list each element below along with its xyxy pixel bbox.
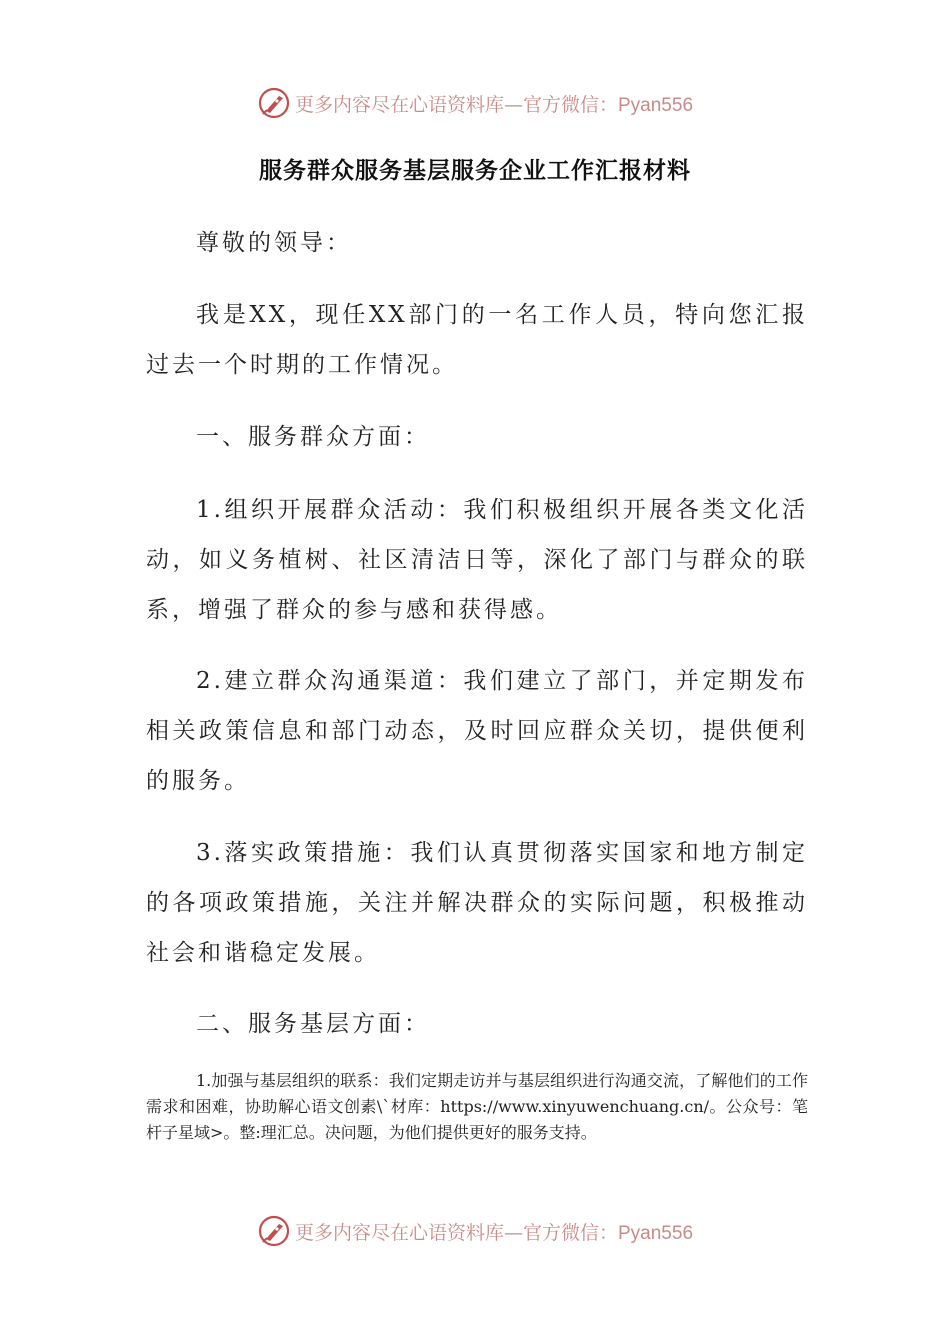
banner-wechat-id: Pyan556 (618, 1222, 694, 1244)
banner-main-text: 更多内容尽在心语资料库 (294, 93, 504, 116)
document-title: 服务群众服务基层服务企业工作汇报材料 (259, 157, 691, 184)
banner-wechat-id: Pyan556 (618, 94, 694, 116)
banner-wechat-label: 官方微信： (522, 93, 618, 116)
section1-item-1: 1.组织开展群众活动：我们积极组织开展各类文化活动，如义务植树、社区清洁日等，深化了部门与群众的联系，增强了群众的参与感和获得感。 (146, 497, 808, 623)
section2-item-1: 1.加强与基层组织的联系：我们定期走访并与基层组织进行沟通交流，了解他们的工作需求和困难，协助解心语文创素\`材库：https://www.xinyuwenchuang.cn/。公众号：笔杆子星域>。整:理汇总。决问题，为他们提供更好的服务支持。 (146, 1071, 808, 1142)
section1-item-2: 2.建立群众沟通渠道：我们建立了部门，并定期发布相关政策信息和部门动态，及时回应群众关切，提供便利的服务。 (146, 668, 808, 794)
banner-separator: — (503, 1221, 523, 1244)
header-banner (0, 83, 950, 123)
banner-main-text: 更多内容尽在心语资料库 (294, 1221, 504, 1244)
salutation: 尊敬的领导： (196, 230, 352, 256)
footer-banner (0, 1211, 950, 1251)
section1-heading: 一、服务群众方面： (196, 424, 430, 450)
pen-nib-logo-icon (257, 86, 291, 120)
intro-paragraph: 我是XX，现任XX部门的一名工作人员，特向您汇报过去一个时期的工作情况。 (146, 302, 808, 378)
pen-nib-logo-icon (257, 1214, 291, 1248)
banner-wechat-label: 官方微信： (522, 1221, 618, 1244)
section2-heading: 二、服务基层方面： (196, 1011, 430, 1037)
section1-item-3: 3.落实政策措施：我们认真贯彻落实国家和地方制定的各项政策措施，关注并解决群众的实际问题，积极推动社会和谐稳定发展。 (146, 840, 808, 966)
banner-separator: — (503, 93, 523, 116)
